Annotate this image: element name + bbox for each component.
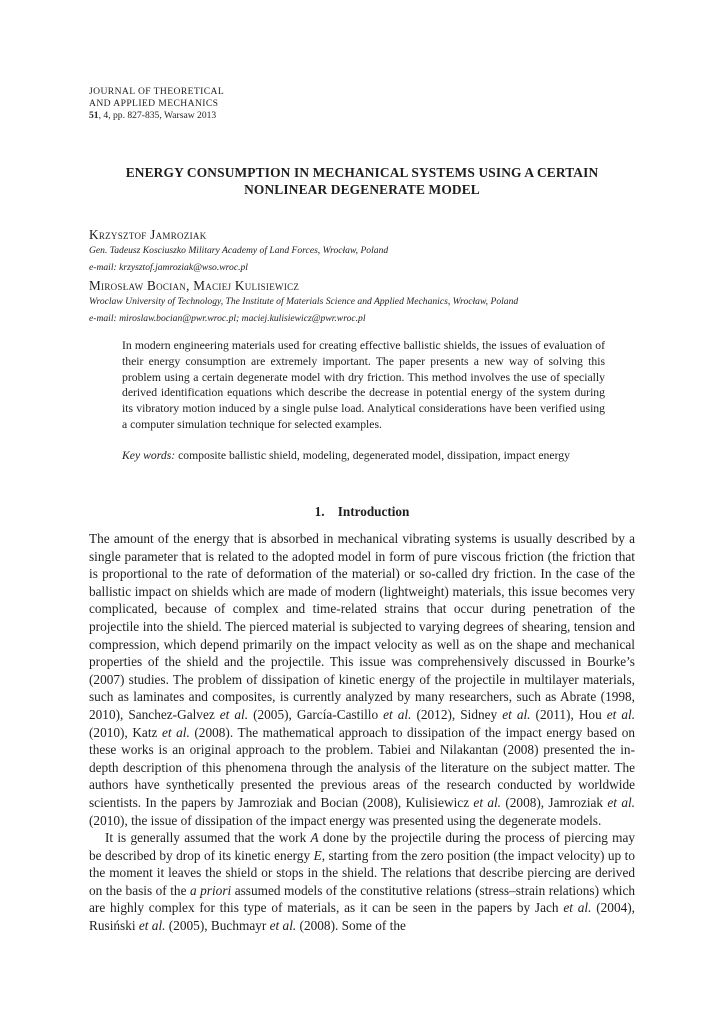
section-title: Introduction — [337, 504, 410, 519]
journal-details: , 4, pp. 827-835, Warsaw 2013 — [98, 110, 217, 121]
affiliation-2: Wroclaw University of Technology, The Institute of Materials Science and Applied Mechanics, Wrocław, Poland — [89, 296, 519, 307]
paper-title-line2: NONLINEAR DEGENERATE MODEL — [244, 182, 480, 197]
abstract: In modern engineering materials used for creating effective ballistic shields, the issues of evaluation of their energy consumption are extremely important. The paper presents a new way of solving this problem using a certain degenerate model with dry friction. This method involves the use of specially derived identification equations which describe the decrease in potential energy of the system during its vibratory motion induced by a single pulse load. Analytical considerations have been verified using a computer simulation technique for selected examples. — [122, 339, 605, 431]
affiliation-1: Gen. Tadeusz Kosciuszko Military Academy of Land Forces, Wrocław, Poland — [89, 245, 389, 256]
journal-volume: 51 — [89, 110, 99, 121]
keywords-label: Key words: — [122, 449, 176, 462]
section-number: 1. — [314, 504, 325, 519]
journal-issue — [89, 110, 224, 122]
journal-name-line1: JOURNAL OF THEORETICAL — [89, 86, 225, 97]
email-2: e-mail: miroslaw.bocian@pwr.wroc.pl; maciej.kulisiewicz@pwr.wroc.pl — [89, 313, 366, 324]
journal-name-line2: AND APPLIED MECHANICS — [89, 98, 219, 109]
paragraph-1: The amount of the energy that is absorbed in mechanical vibrating systems is usually described by a single parameter that is related to the adopted model in form of pure viscous friction (the friction that is proportional to the rate of deformation of the material) or so-called dry friction. In the case of the ballistic impact on shields which are made of modern (lightweight) materials, this issue becomes very complicated, because of complex and time-related strains that occur during penetration of the projectile into the shield. The pierced material is subjected to varying degrees of shearing, tension and compression, which depend primarily on the impact velocity as well as on the shape and mechanical properties of the shield and the projectile. This issue was comprehensively discussed in Bourke’s (2007) studies. The problem of dissipation of kinetic energy of the projectile in multilayer materials, such as laminates and composites, is currently analyzed by many researchers, such as Abrate (1998, 2010), Sanchez-Galvez et al. (2005), García-Castillo et al. (2012), Sidney et al. (2011), Hou et al. (2010), Katz et al. (2008). The mathematical approach to dissipation of the impact energy based on these works is an original approach to the problem. Tabiei and Nilakantan (2008) presented the in-depth description of this phenomena through the analysis of the literature on the subject matter. The authors have synthetically presented the previous areas of the research conducted by worldwide scientists. In the papers by Jamroziak and Bocian (2008), Kulisiewicz et al. (2008), Jamroziak et al. (2010), the issue of dissipation of the impact energy was presented using the degenerate models. — [89, 531, 636, 828]
paragraph-2: It is generally assumed that the work A done by the projectile during the process of piercing may be described by drop of its kinetic energy E, starting from the zero position (the impact velocity) up to the moment it leaves the shield or stops in the shield. The relations that describe piercing are derived on the basis of the a priori assumed models of the constitutive relations (stress–strain relations) which are highly complex for this type of materials, as it can be seen in the papers by Jach et al. (2004), Rusiński et al. (2005), Buchmayr et al. (2008). Some of the — [89, 830, 636, 934]
body-text — [89, 530, 635, 935]
author-1: Krzysztof Jamroziak — [89, 227, 207, 242]
paper-title-line1: ENERGY CONSUMPTION IN MECHANICAL SYSTEMS USING A CERTAIN — [125, 165, 599, 180]
author-2: Mirosław Bocian, Maciej Kulisiewicz — [89, 278, 300, 293]
section-heading — [89, 504, 635, 520]
journal-header — [89, 86, 224, 122]
keywords — [122, 448, 605, 464]
paper-title — [60, 164, 664, 198]
email-1: e-mail: krzysztof.jamroziak@wso.wroc.pl — [89, 262, 248, 273]
keywords-text: composite ballistic shield, modeling, degenerated model, dissipation, impact energy — [175, 449, 570, 462]
